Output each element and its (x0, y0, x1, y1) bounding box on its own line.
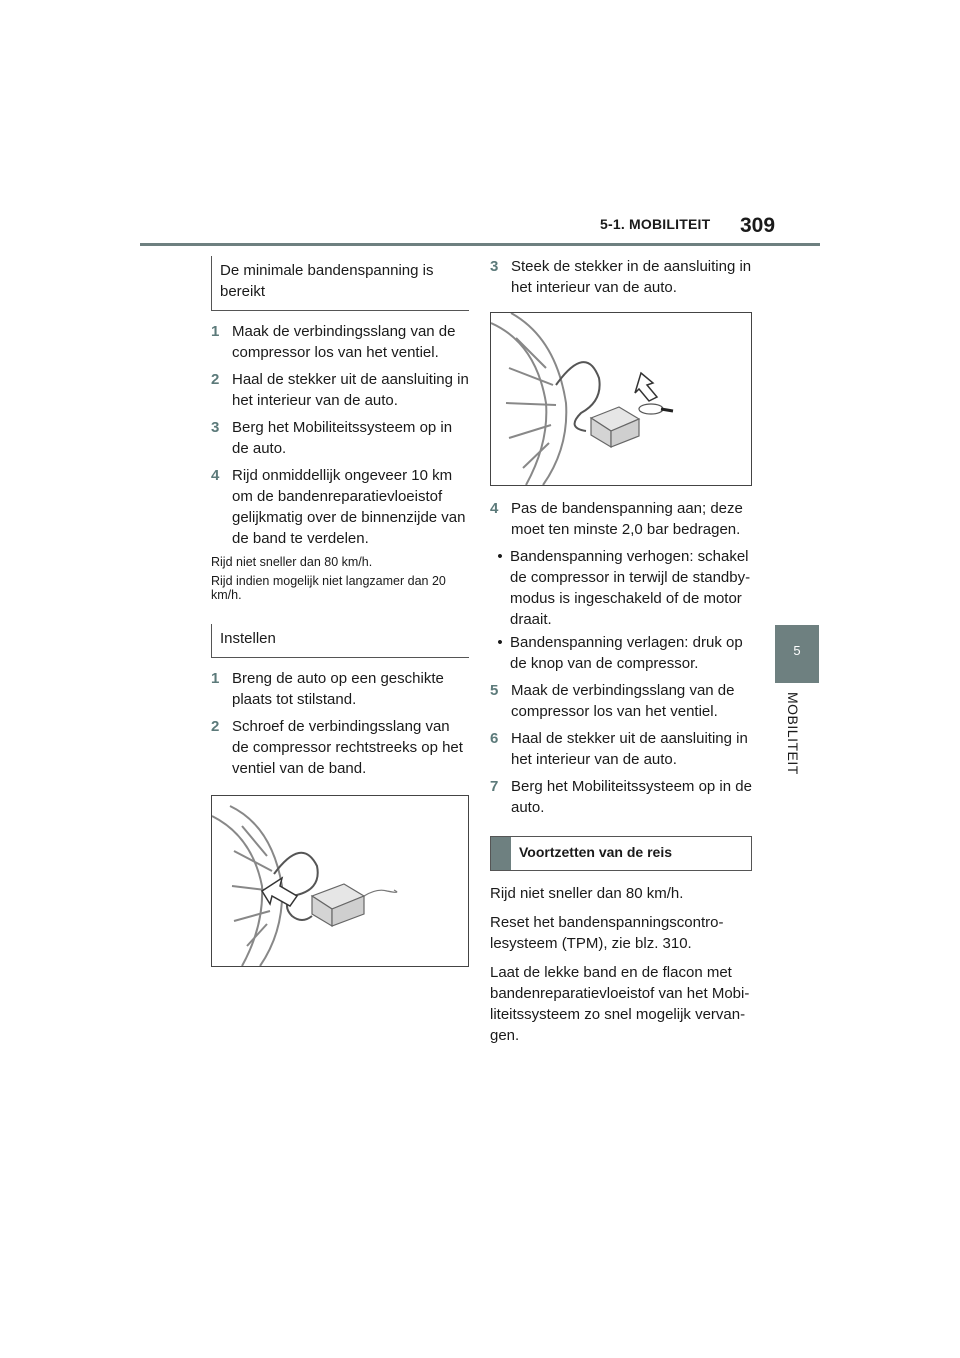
step-number: 7 (490, 778, 499, 795)
subheading-text: Voortzetten van de reis (519, 844, 673, 860)
left-column (211, 256, 469, 979)
step-number: 2 (211, 718, 220, 735)
chapter-tab-label: MOBILITEIT (785, 692, 801, 775)
step (211, 668, 469, 710)
header-rule (140, 243, 820, 246)
step-text: Breng de auto op een geschikte plaats tot stilstand. (232, 670, 444, 708)
page-number: 309 (740, 214, 776, 237)
step-number: 4 (490, 500, 499, 517)
step-number: 2 (211, 371, 220, 388)
step-number: 3 (490, 258, 499, 275)
step-text: Maak de verbindingsslang van de compressor los van het ventiel. (511, 682, 735, 720)
bullet-mark: • (497, 634, 503, 651)
section-title: 5-1. MOBILITEIT (600, 216, 711, 232)
step (211, 369, 469, 411)
paragraph: Laat de lekke band en de flacon met bandenreparatievloeistof van het Mobi-liteitssysteem zo snel mogelijk vervan-gen. (490, 964, 750, 1044)
step (211, 321, 469, 363)
step-number: 5 (490, 682, 499, 699)
list-item-text: Bandenspanning verhogen: schakel de compressor in terwijl de standby-modus is ingeschakeld of de motor draait. (510, 548, 751, 628)
paragraph: Reset het bandenspanningscontro-lesysteem (TPM), zie blz. 310. (490, 914, 724, 952)
compressor-on-valve-illustration (211, 795, 469, 967)
step-text: Haal de stekker uit de aansluiting in het interieur van de auto. (511, 730, 748, 768)
step (490, 498, 752, 540)
step (211, 716, 469, 779)
list-item-text: Bandenspanning verlagen: druk op de knop van de compressor. (510, 634, 743, 672)
step-text: Maak de verbindingsslang van de compressor los van het ventiel. (232, 323, 456, 361)
compressor-plug-illustration (490, 312, 752, 486)
subheading-marker (491, 837, 511, 870)
step-number: 1 (211, 323, 220, 340)
list-item (490, 632, 752, 674)
step-text: Steek de stekker in de aansluiting in het interieur van de auto. (511, 258, 752, 296)
paragraph: Rijd niet sneller dan 80 km/h. (490, 885, 684, 902)
step-number: 1 (211, 670, 220, 687)
step (490, 776, 752, 818)
step-number: 3 (211, 419, 220, 436)
step-text: Berg het Mobiliteitssysteem op in de auto. (511, 778, 752, 816)
right-column (490, 256, 752, 1054)
step (490, 256, 752, 298)
subheading-continue-journey (490, 836, 752, 871)
step-text: Pas de bandenspanning aan; deze moet ten minste 2,0 bar bedragen. (511, 500, 743, 538)
step-number: 4 (211, 467, 220, 484)
subheading-adjust: Instellen (211, 624, 469, 658)
speed-note: Rijd niet sneller dan 80 km/h. (211, 555, 373, 569)
list-item (490, 546, 752, 630)
step (490, 680, 752, 722)
subheading-minimum-pressure: De minimale bandenspanning is bereikt (211, 256, 469, 311)
speed-note: Rijd indien mogelijk niet langzamer dan 20 km/h. (211, 574, 446, 602)
step-text: Haal de stekker uit de aansluiting in het interieur van de auto. (232, 371, 469, 409)
chapter-tab-number: 5 (793, 643, 801, 658)
bullet-mark: • (497, 548, 503, 565)
step (211, 417, 469, 459)
step (490, 728, 752, 770)
step-number: 6 (490, 730, 499, 747)
step-text: Rijd onmiddellijk ongeveer 10 km om de bandenreparatievloeistof gelijkmatig over de binnenzijde van de band te verdelen. (232, 467, 466, 547)
step-text: Schroef de verbindingsslang van de compressor rechtstreeks op het ventiel van de band. (232, 718, 463, 777)
step (211, 465, 469, 549)
step-text: Berg het Mobiliteitssysteem op in de auto. (232, 419, 453, 457)
